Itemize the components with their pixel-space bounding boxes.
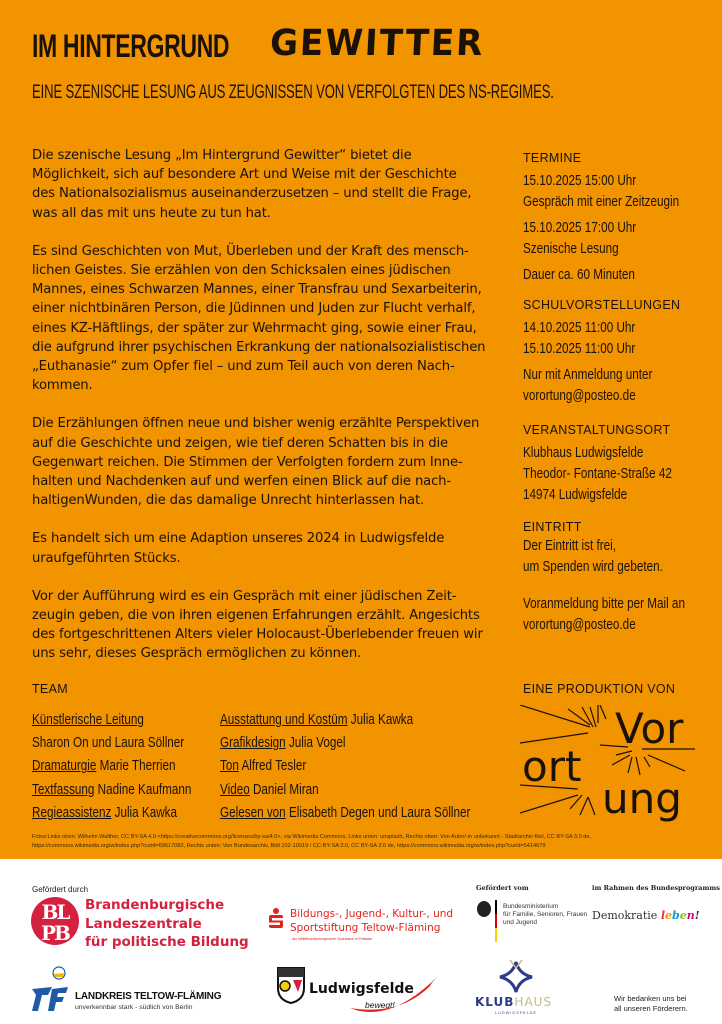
venue-name: Klubhaus Ludwigsfelde <box>523 444 644 461</box>
klub-word: KLUB <box>475 995 515 1009</box>
team-role: Ton <box>220 757 239 775</box>
leben-word: leben! <box>660 909 700 922</box>
sparkasse-name-line: Bildungs-, Jugend-, Kultur-, und <box>290 908 454 920</box>
ludwigsfelde-name: Ludwigsfelde <box>309 981 414 997</box>
team-role: Gelesen von <box>220 803 286 821</box>
bundesadler-icon <box>477 900 499 942</box>
venue-city: 14974 Ludwigsfelde <box>523 486 628 503</box>
bundesprogramm-label: im Rahmen des Bundesprogramms <box>592 884 720 892</box>
klubhaus-star-icon <box>496 960 536 994</box>
ludwigsfelde-slogan: bewegt! <box>365 1000 395 1010</box>
team-role: Künstlerische Leitung <box>32 711 144 728</box>
ludwigsfelde-swoosh <box>350 972 445 1020</box>
bmfsfj-line: Bundesministerium <box>503 903 559 910</box>
team-left-column <box>32 708 236 824</box>
anmeldung-text: Voranmeldung bitte per Mail an <box>523 595 685 612</box>
team-heading: TEAM <box>32 682 68 696</box>
teltow-flaeming-logo-icon <box>30 965 75 1015</box>
schul-note: Nur mit Anmeldung unter <box>523 366 653 383</box>
team-role: Grafikdesign <box>220 734 286 752</box>
teltow-flaeming-name: LANDKREIS TELTOW-FLÄMING <box>75 991 222 1002</box>
team-member: Julia Kawka <box>347 711 414 728</box>
body-text <box>32 146 510 683</box>
vorortung-logo <box>520 705 720 825</box>
termin-datetime: 15.10.2025 15:00 Uhr <box>523 172 637 189</box>
paragraph: Die Erzählungen öffnen neue und bisher wenig erzählte Perspektiven auf die Geschichte und zeigen, wie tief deren Schatten bis in die Gegenwart reichen. Die Stimmen der Verfolgten fordern zum Inne- halten und Nachdenken auf und werfen einen Blick auf die nach- haltigenWunden, die das damalige Unrecht hinterlassen hat. <box>32 416 480 509</box>
veranstaltungsort-heading: VERANSTALTUNGSORT <box>523 423 671 437</box>
team-role: Regieassistenz <box>32 803 112 821</box>
termin-datetime: 15.10.2025 17:00 Uhr <box>523 219 637 236</box>
duration: Dauer ca. 60 Minuten <box>523 266 635 283</box>
title-part-2: GEWITTER <box>269 23 486 64</box>
sparkasse-stiftung-name <box>290 908 453 935</box>
termine-heading: TERMINE <box>523 151 582 165</box>
blpb-name-line: Brandenburgische <box>85 897 225 913</box>
team-row <box>220 708 470 731</box>
production-heading: EINE PRODUKTION VON <box>523 682 676 696</box>
venue-street: Theodor- Fontane-Straße 42 <box>523 465 672 482</box>
blpb-name-line: Landeszentrale <box>85 915 202 932</box>
sparkasse-logo-icon <box>269 908 283 928</box>
logo-word-ung: ung <box>602 774 682 823</box>
logo-word-vor: Vor <box>615 705 684 753</box>
eintritt-text: Der Eintritt ist frei, <box>523 537 616 554</box>
team-role: Textfassung <box>32 780 95 798</box>
haus-word: HAUS <box>514 995 553 1009</box>
termin-description: Gespräch mit einer Zeitzeugin <box>523 193 680 210</box>
paragraph: Es handelt sich um eine Adaption unseres 2024 in Ludwigsfelde uraufgeführten Stücks. <box>32 531 445 566</box>
blpb-logo-icon <box>30 896 80 946</box>
team-row <box>220 778 470 801</box>
poster-title <box>32 23 486 64</box>
demokratie-word: Demokratie <box>592 909 658 922</box>
team-row <box>32 778 191 801</box>
anmeldung-email[interactable]: vorortung@posteo.de <box>523 616 636 633</box>
team-right-column <box>220 708 541 824</box>
svg-text:PB: PB <box>41 921 69 945</box>
team-member: Julia Kawka <box>111 803 178 821</box>
team-member: Sharon On und Laura Söllner <box>32 734 185 752</box>
team-member: Elisabeth Degen und Laura Söllner <box>285 803 471 821</box>
photo-credits: Fotos:Links oben: Wilhelm Walther, CC BY-SA 4.0 <https://creativecommons.org/licenses/by-sa/4.0>, via Wikimedia Commons, Links unten: unsplash, Rechts oben: Von Autor/-in unbekannt - Stadtarchiv Kiel, CC BY-SA 3.0 de, https://commons.wikimedia.org/w/index.php?curid=69617082, Rechts unten: Von Bundesarchiv, Bild 102-10019 / CC-BY-SA 3.0, CC BY-SA 3.0 de, https://commons.wikimedia.org/w/index.php?curid=5414679 <box>32 834 592 849</box>
klubhaus-sub: LUDWIGSFELDE <box>495 1011 537 1015</box>
ludwigsfelde-coat-of-arms-icon <box>276 966 306 1004</box>
termin-description: Szenische Lesung <box>523 240 619 257</box>
title-part-1: IM HINTERGRUND <box>32 28 230 64</box>
blpb-name <box>85 896 249 952</box>
team-role: Dramaturgie <box>32 757 97 775</box>
team-row <box>32 708 191 731</box>
paragraph: Vor der Aufführung wird es ein Gespräch mit einer jüdischen Zeit- zeugin geben, die von ihren eigenen Erfahrungen erzählt. Angesichts des fortgeschrittenen Alters vieler Holocaust-Überlebender freuen wir uns sehr, dieses Gespräch ermöglichen zu können. <box>32 588 483 662</box>
event-info-sidebar <box>523 150 718 635</box>
bmfsfj-line: für Familie, Senioren, Frauen <box>503 911 588 918</box>
thanks-line: all unseren Förderern. <box>614 1004 688 1013</box>
poster-subtitle: EINE SZENISCHE LESUNG AUS ZEUGNISSEN VON VERFOLGTEN DES NS-REGIMES. <box>32 82 554 103</box>
sparkasse-name-line: Sportstiftung Teltow-Fläming <box>290 921 441 934</box>
eintritt-text: um Spenden wird gebeten. <box>523 558 663 575</box>
eintritt-heading: EINTRITT <box>523 520 582 534</box>
team-member: Julia Vogel <box>285 734 346 752</box>
team-row <box>32 801 191 824</box>
team-row <box>220 731 470 754</box>
logo-word-ort: ort <box>522 742 582 791</box>
bmfsfj-name <box>503 903 587 927</box>
team-role: Video <box>220 780 250 798</box>
schul-datetime: 14.10.2025 11:00 Uhr <box>523 319 636 336</box>
thanks-note <box>614 994 688 1014</box>
team-member: Alfred Tesler <box>238 757 307 775</box>
schulvorstellungen-heading: SCHULVORSTELLUNGEN <box>523 298 681 312</box>
demokratie-leben-logo <box>592 909 700 922</box>
team-row <box>220 801 470 824</box>
team-member: Daniel Miran <box>249 780 319 798</box>
team-role: Ausstattung und Kostüm <box>220 711 348 728</box>
schul-email[interactable]: vorortung@posteo.de <box>523 387 636 404</box>
sparkasse-sub: der Mittelbrandenburgischen Sparkasse in Potsdam <box>292 937 373 941</box>
gefoerdert-vom-label: Gefördert vom <box>476 884 529 892</box>
blpb-name-line: für politische Bildung <box>85 934 249 950</box>
team-row <box>32 731 191 754</box>
team-row <box>32 754 191 777</box>
bmfsfj-line: und Jugend <box>503 919 537 926</box>
team-member: Nadine Kaufmann <box>94 780 192 798</box>
paragraph: Es sind Geschichten von Mut, Überleben und der Kraft des mensch- lichen Geistes. Sie erzählen von den Schicksalen eines jüdischen Mannes, eines Schwarzen Mannes, einer Transfrau und Sexarbeiterin, einer nichtbinären Person, die Jüdinnen und Juden zur Flucht verhalf, eines KZ-Häftlings, der später zur Wehrmacht ging, sowie einer Frau, die aufgrund ihrer psychischen Erkrankung der nationalsozialistischen „Euthanasie“ zum Opfer fiel – und zum Teil auch von deren Nach- kommen. <box>32 243 486 394</box>
svg-text:BL: BL <box>41 900 69 924</box>
gefoerdert-durch-label: Gefördert durch <box>32 885 89 894</box>
team-member: Marie Therrien <box>96 757 176 775</box>
team-row <box>220 754 470 777</box>
teltow-flaeming-sub: unverkennbar stark - südlich von Berlin <box>75 1004 193 1011</box>
paragraph: Die szenische Lesung „Im Hintergrund Gewitter“ bietet die Möglichkeit, sich auf besondere Art und Weise mit der Geschichte des Nationalsozialismus auseinanderzusetzen – und stellt die Frage, was all das mit uns heute zu tun hat. <box>32 148 472 221</box>
thanks-line: Wir bedanken uns bei <box>614 994 687 1003</box>
schul-datetime: 15.10.2025 11:00 Uhr <box>523 340 636 357</box>
klubhaus-logo-text <box>475 995 552 1009</box>
